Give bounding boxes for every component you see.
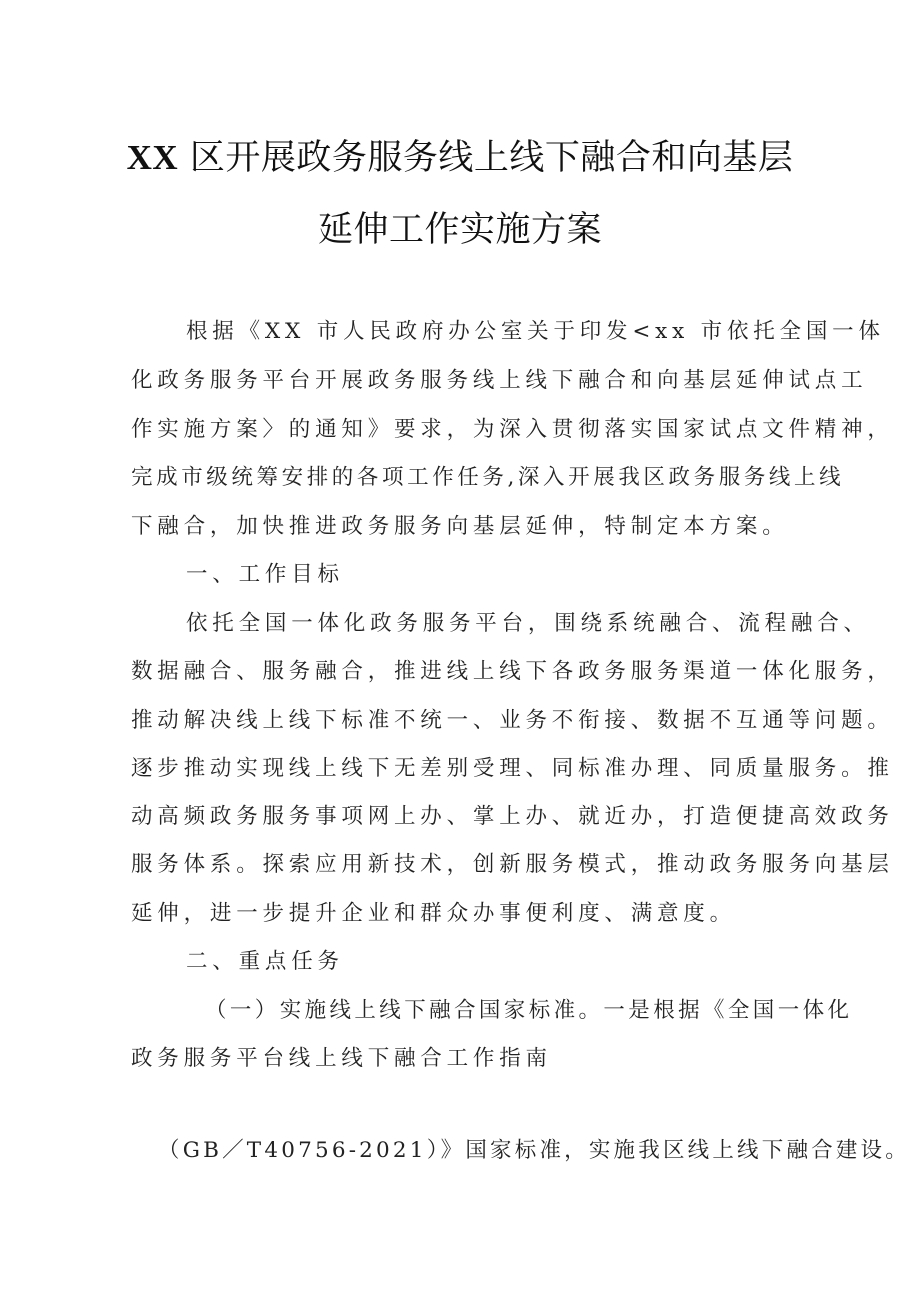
paragraph-goals-line: 逐步推动实现线上线下无差别受理、同标准办理、同质量服务。推 — [131, 756, 894, 781]
subsection-task-1-line: 政务服务平台线上线下融合工作指南 — [131, 1046, 552, 1071]
paragraph-intro-line: 根据《XX 市人民政府办公室关于印发<xx 市依托全国一体 — [186, 319, 885, 344]
paragraph-intro-line: 作实施方案〉的通知》要求，为深入贯彻落实国家试点文件精神， — [131, 417, 894, 442]
paragraph-goals-line: 服务体系。探索应用新技术，创新服务模式，推动政务服务向基层 — [131, 852, 894, 877]
title-prefix: XX — [126, 138, 179, 177]
title-text: 区开展政务服务线上线下融合和向基层 — [178, 138, 794, 178]
paragraph-goals-line: 推动解决线上线下标准不统一、业务不衔接、数据不互通等问题。 — [131, 708, 894, 733]
paragraph-goals-line: 依托全国一体化政务服务平台，围绕系统融合、流程融合、 — [186, 611, 870, 636]
document-title-line-1 — [0, 138, 920, 178]
paragraph-intro-line: 完成市级统筹安排的各项工作任务,深入开展我区政务服务线上线 — [131, 465, 845, 490]
section-heading-key-tasks: 二、重点任务 — [186, 949, 344, 974]
paragraph-goals-line: 动高频政务服务事项网上办、掌上办、就近办，打造便捷高效政务 — [131, 804, 894, 829]
paragraph-goals-line: 延伸，进一步提升企业和群众办事便利度、满意度。 — [131, 901, 736, 926]
subsection-task-1-line: （一）实施线上线下融合国家标准。一是根据《全国一体化 — [205, 998, 853, 1023]
document-title-line-2: 延伸工作实施方案 — [317, 210, 602, 250]
subsection-task-1-line: （GB／T40756-2021）》国家标准，实施我区线上线下融合建设。 — [158, 1138, 910, 1163]
paragraph-intro-line: 下融合，加快推进政务服务向基层延伸，特制定本方案。 — [131, 514, 789, 539]
paragraph-intro-line: 化政务服务平台开展政务服务线上线下融合和向基层延伸试点工 — [131, 368, 868, 393]
paragraph-goals-line: 数据融合、服务融合，推进线上线下各政务服务渠道一体化服务， — [131, 659, 894, 684]
section-heading-goals: 一、工作目标 — [186, 562, 344, 587]
